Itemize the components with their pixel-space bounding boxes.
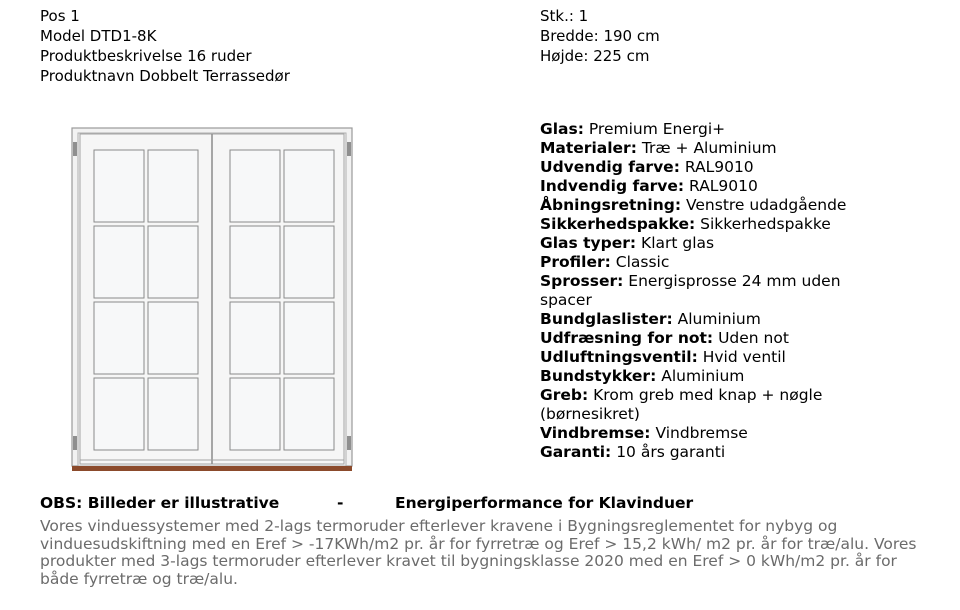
spec-profiler: Profiler: Classic [540, 253, 670, 271]
spec-vindbremse: Vindbremse: Vindbremse [540, 424, 748, 442]
product-name-line: Produktnavn Dobbelt Terrassedør [40, 67, 290, 85]
spec-sikkerhedspakke: Sikkerhedspakke: Sikkerhedspakke [540, 215, 831, 233]
pos-line: Pos 1 [40, 7, 80, 25]
left-hinge-bottom [73, 436, 77, 450]
spec-glas-typer: Glas typer: Klart glas [540, 234, 715, 252]
spec-udfraesning: Udfræsning for not: Uden not [540, 329, 789, 347]
spec-indvendig-farve: Indvendig farve: RAL9010 [540, 177, 758, 195]
spec-glas: Glas: Premium Energi+ [540, 120, 726, 138]
model-line: Model DTD1-8K [40, 27, 157, 45]
spec-list [540, 120, 885, 462]
spec-garanti: Garanti: 10 års garanti [540, 443, 726, 461]
spec-bundglaslister: Bundglaslister: Aluminium [540, 310, 761, 328]
energy-performance-title: Energiperformance for Klavinduer [395, 494, 694, 512]
right-hinge-top [347, 142, 351, 156]
spec-sprosser: Sprosser: Energisprosse 24 mm uden spacer [540, 272, 841, 309]
product-description-line: Produktbeskrivelse 16 ruder [40, 47, 252, 65]
left-hinge-top [73, 142, 77, 156]
obs-line [40, 493, 694, 513]
width-line: Bredde: 190 cm [540, 27, 660, 45]
right-hinge-bottom [347, 436, 351, 450]
spec-greb: Greb: Krom greb med knap + nøgle (børnesikret) [540, 386, 823, 423]
obs-separator: - [337, 494, 344, 512]
spec-udvendig-farve: Udvendig farve: RAL9010 [540, 158, 754, 176]
double-terrace-door-illustration [66, 124, 358, 472]
spec-materialer: Materialer: Træ + Aluminium [540, 139, 777, 157]
height-line: Højde: 225 cm [540, 47, 650, 65]
spec-aabningsretning: Åbningsretning: Venstre udadgående [540, 196, 847, 214]
header-right [540, 6, 660, 66]
quantity-line: Stk.: 1 [540, 7, 589, 25]
spec-udluftningsventil: Udluftningsventil: Hvid ventil [540, 348, 786, 366]
energy-paragraph: Vores vinduessystemer med 2-lags termoruder efterlever kravene i Bygningsreglementet for nybyg og vinduesudskiftning med en Eref > -17KWh/m2 pr. år for fyrretræ og Eref > 15,2 kWh/ m2 pr. år for træ/alu. Vores produkter med 3-lags termoruder efterlever kravet til bygningsklasse 2020 med en Eref > 0 kWh/m2 pr. år for både fyrretræ og træ/alu. [40, 517, 917, 588]
obs-label: OBS: Billeder er illustrative [40, 494, 280, 512]
header-left [40, 6, 290, 86]
door-threshold [72, 466, 352, 471]
spec-bundstykker: Bundstykker: Aluminium [540, 367, 745, 385]
